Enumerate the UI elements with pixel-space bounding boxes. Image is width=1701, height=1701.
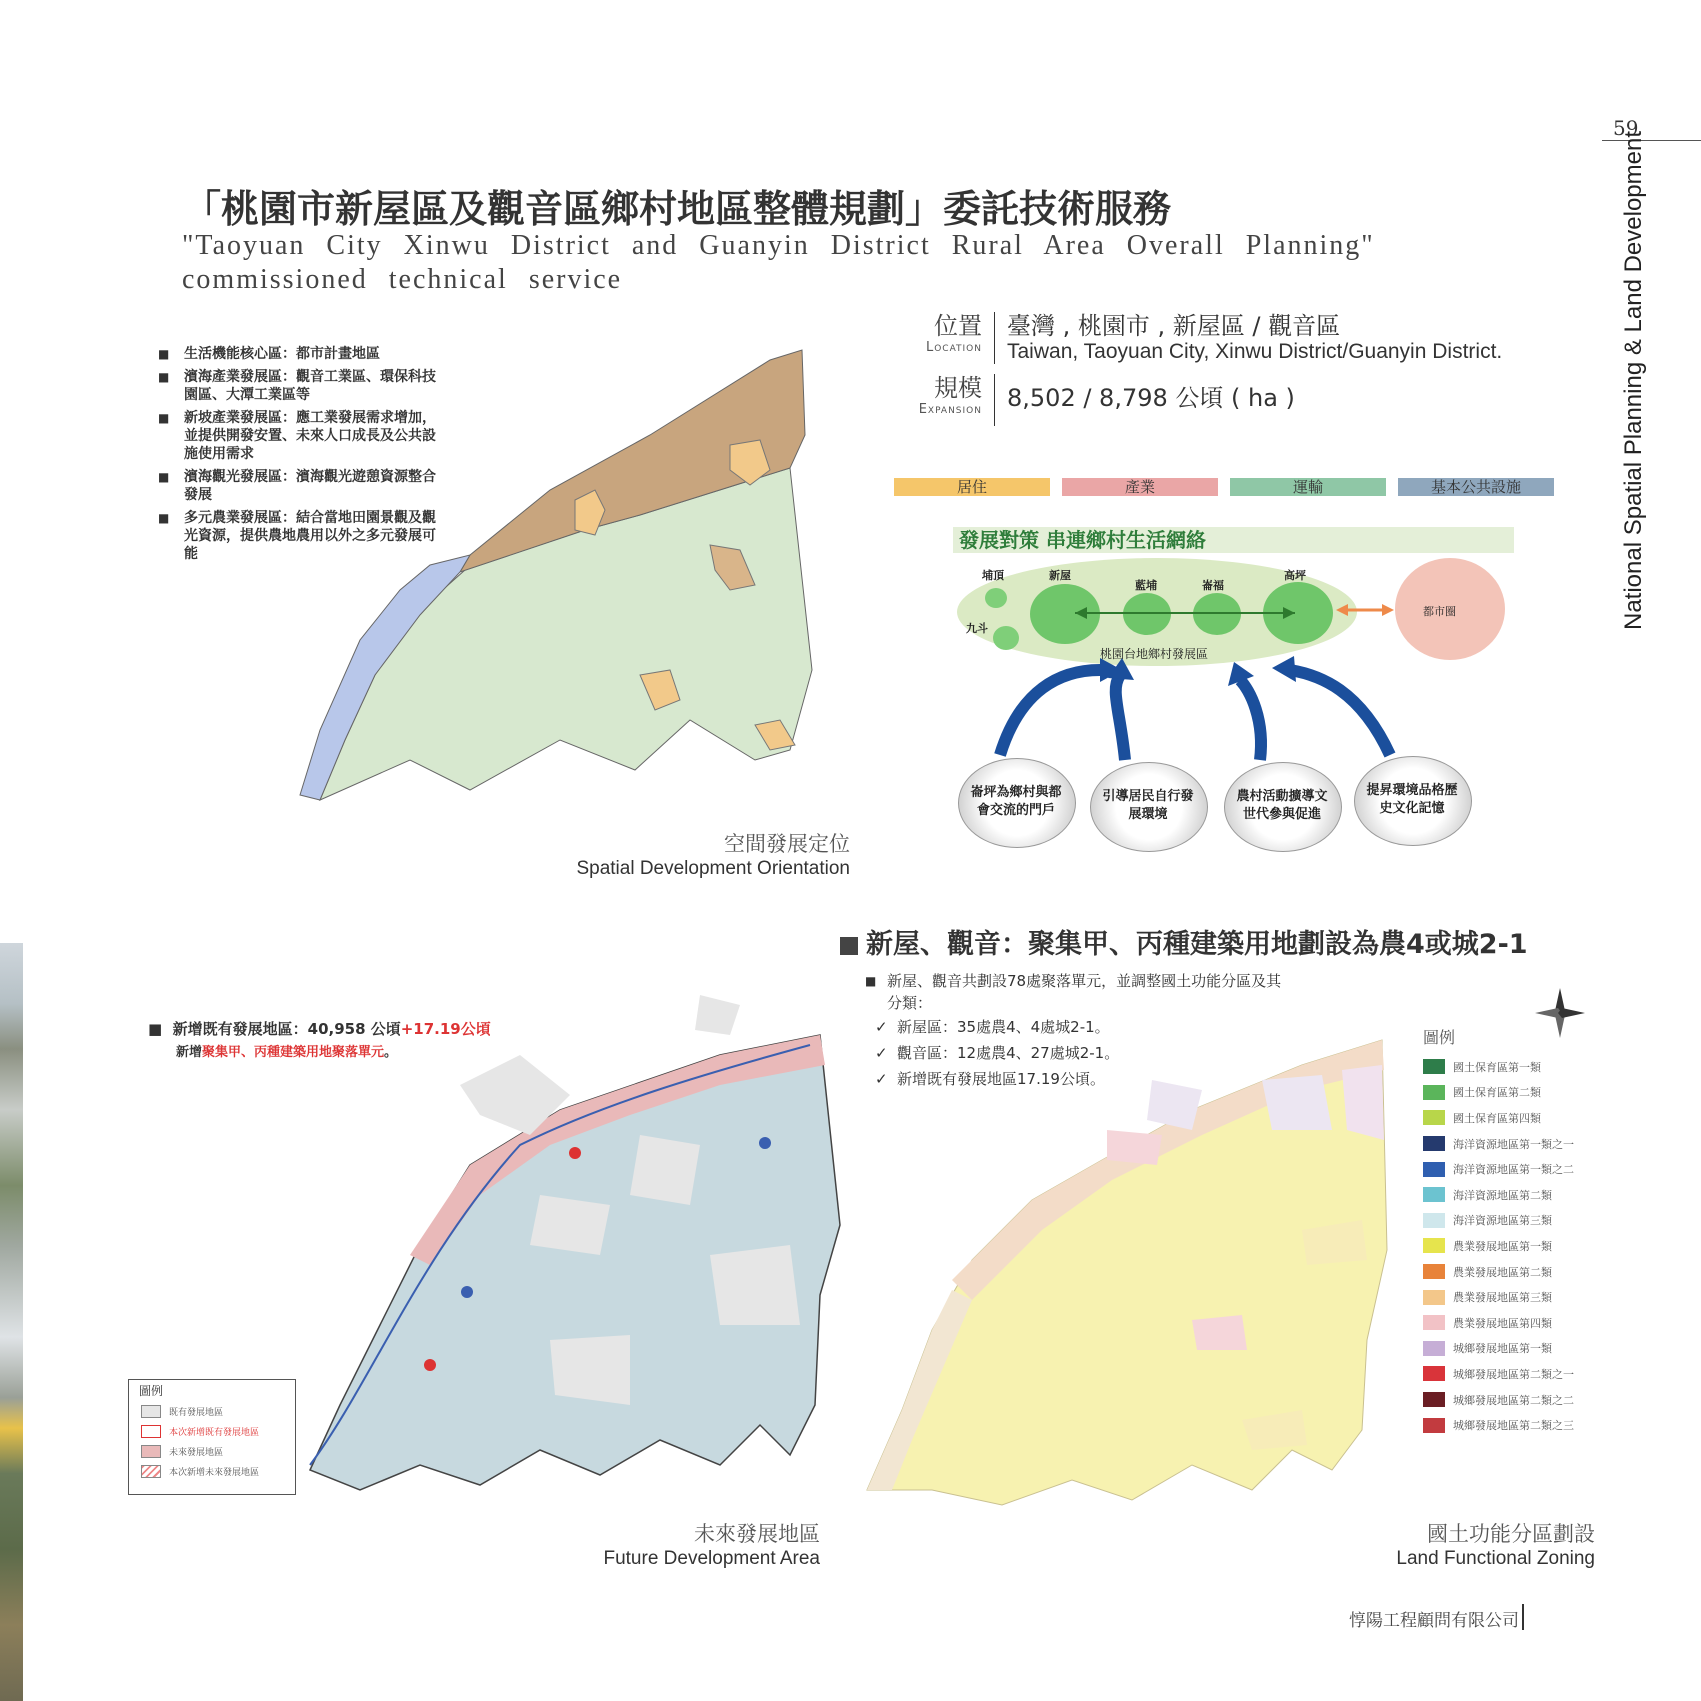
highway-marker-icon [759,1137,771,1149]
legend-item [1423,1182,1603,1208]
future-development-map [300,995,850,1505]
project-title-en: "Taoyuan City Xinwu District and Guanyin District Rural Area Overall Planning" commissioned technical service [182,230,1375,295]
legend-swatch [1423,1238,1445,1253]
legend-swatch [141,1425,161,1438]
location-label-zh: 位置 [934,312,982,340]
location-value-zh: 臺灣 , 桃園市 , 新屋區 / 觀音區 [1007,312,1341,340]
legend-label: 城鄉發展地區第一類 [1453,1342,1552,1356]
legend-swatch [1423,1315,1445,1330]
legend-label: 農業發展地區第二類 [1453,1265,1552,1279]
grey-area [630,1135,700,1205]
caption-zh: 空間發展定位 [724,832,850,856]
zoning-check-item: ✓ 新屋區：35處農4、4處城2-1。 [875,1014,1285,1040]
legend-title: 圖例 [1423,1028,1456,1047]
expansion-row [880,374,1502,422]
info-divider [994,374,995,426]
legend-label: 農業發展地區第四類 [1453,1316,1552,1330]
future-note [148,1017,491,1065]
legend-item [1423,1105,1603,1131]
blue-arrow [1240,680,1261,760]
legend-swatch [141,1445,161,1458]
legend-swatch [1423,1059,1445,1074]
location-value-en: Taiwan, Taoyuan City, Xinwu District/Guanyin District. [1007,340,1503,363]
caption-zh: 未來發展地區 [694,1522,820,1546]
zoning-check-item: ✓ 新增既有發展地區17.19公頃。 [875,1066,1285,1092]
legend-item [129,1441,295,1461]
legend-label: 未來發展地區 [169,1447,224,1458]
location-row [880,312,1503,363]
legend-item [129,1421,295,1441]
node-label: 埔頂 [982,569,1004,582]
category-public-facilities: 基本公共設施 [1398,478,1554,496]
legend-item [1423,1336,1603,1362]
square-bullet-icon [840,937,858,955]
future-note-prefix: 新增 [176,1045,203,1060]
side-section-title: National Spatial Planning & Land Development [1620,131,1647,630]
legend-label: 城鄉發展地區第二類之一 [1453,1367,1574,1381]
legend-swatch [1423,1110,1445,1125]
blue-arrow [1116,675,1125,760]
arrowhead [1283,607,1295,619]
legend-swatch [1423,1264,1445,1279]
blue-arrow [1290,670,1390,755]
zoning-map-caption [1300,1518,1595,1570]
page-number-rule [1602,140,1701,141]
highway-marker-icon [461,1286,473,1298]
legend-swatch [1423,1341,1445,1356]
grey-area [695,995,740,1035]
legend-swatch [1423,1187,1445,1202]
project-info [880,312,1502,422]
legend-label: 海洋資源地區第一類之二 [1453,1163,1574,1177]
legend-item [1423,1233,1603,1259]
arrowhead [1336,604,1348,616]
legend-item [1423,1054,1603,1080]
future-note-text: 新增既有發展地區：40,958 公頃 [172,1020,401,1038]
zoning-legend [1423,1025,1603,1438]
caption-en: Land Functional Zoning [1396,1548,1595,1569]
blue-arrow [1000,670,1100,755]
future-map-caption [520,1518,820,1570]
legend-swatch [141,1405,161,1418]
expansion-value: 8,502 / 8,798 公頃 ( ha ) [1007,384,1295,412]
bullet-item: ■ 新坡產業發展區：應工業發展需求增加，並提供開發安置、未來人口成長及公共設施使用需求 [158,409,443,463]
legend-label: 國土保育區第一類 [1453,1060,1541,1074]
bullet-item: ■ 濱海觀光發展區：濱海觀光遊憩資源整合發展 [158,468,443,504]
zoning-section-title [840,922,1528,961]
highway-marker-icon [569,1147,581,1159]
legend-label: 海洋資源地區第一類之一 [1453,1137,1574,1151]
bubble-text: 引導居民自行發展環境 [1102,789,1194,822]
legend-swatch [1423,1213,1445,1228]
page-number: 59 [1613,116,1639,140]
legend-item [1423,1310,1603,1336]
legend-item [129,1401,295,1421]
caption-zh: 國土功能分區劃設 [1427,1522,1595,1546]
caption-en: Future Development Area [603,1548,820,1569]
legend-item [1423,1208,1603,1234]
legend-label: 本次新增未來發展地區 [169,1467,260,1478]
node-label: 新屋 [1049,569,1071,582]
legend-swatch [1423,1290,1445,1305]
legend-swatch [1423,1418,1445,1433]
legend-swatch [1423,1392,1445,1407]
legend-swatch [1423,1085,1445,1100]
agriculture-area-4 [1192,1315,1247,1350]
legend-item [1423,1131,1603,1157]
future-note-increase: +17.19公頃 [400,1020,491,1038]
highway-marker-icon [424,1359,436,1371]
future-map-legend [128,1379,296,1495]
zoning-check-item: ✓ 觀音區：12處農4、27處城2-1。 [875,1040,1285,1066]
legend-title: 圖例 [139,1384,164,1398]
strategy-title: 發展對策 串連鄉村生活網絡 [953,527,1514,553]
legend-item [1423,1156,1603,1182]
future-note-suffix: 。 [384,1045,398,1060]
category-housing: 居住 [894,478,1050,496]
grey-area [710,1245,800,1325]
future-note-line2 [148,1041,491,1065]
section-title-text: 新屋、觀音：聚集甲、丙種建築用地劃設為農4或城2-1 [866,929,1528,960]
bubble-text: 崙坪為鄉村與都會交流的門戶 [970,785,1062,818]
legend-label: 城鄉發展地區第二類之三 [1453,1419,1574,1433]
land-zoning-map [862,1020,1392,1510]
grey-area [530,1195,610,1255]
legend-item [1423,1080,1603,1106]
urban-area [1342,1065,1384,1140]
arrowhead [1382,604,1394,616]
city-label: 都市圈 [1423,605,1456,618]
expansion-label-en: Expansion [918,402,982,417]
legend-item [1423,1361,1603,1387]
category-industry: 產業 [1062,478,1218,496]
legend-label: 農業發展地區第一類 [1453,1239,1552,1253]
node-label: 崙福 [1202,579,1224,592]
arrowhead [1272,656,1296,682]
legend-label: 海洋資源地區第二類 [1453,1188,1552,1202]
legend-item [129,1461,295,1481]
zoning-lead: ■ 新屋、觀音共劃設78處聚落單元，並調整國土功能分區及其分類： [865,970,1285,1014]
legend-item [1423,1259,1603,1285]
grey-area [550,1335,630,1405]
legend-swatch [1423,1162,1445,1177]
future-note-line1: ■ 新增既有發展地區：40,958 公頃+17.19公頃 [148,1020,491,1038]
legend-label: 農業發展地區第三類 [1453,1291,1552,1305]
location-label-en: Location [925,340,982,355]
legend-label: 城鄉發展地區第二類之二 [1453,1393,1574,1407]
bullet-item: ■ 多元農業發展區：結合當地田園景觀及觀光資源，提供農地農用以外之多元發展可能 [158,509,443,563]
photo-strip [0,943,23,1701]
legend-swatch [141,1465,161,1478]
agriculture-area-4 [1107,1130,1162,1165]
legend-label: 本次新增既有發展地區 [169,1427,260,1438]
legend-label: 海洋資源地區第三類 [1453,1214,1552,1228]
category-transport: 運輸 [1230,478,1386,496]
arrowhead [1075,607,1087,619]
spatial-bullets [158,345,443,568]
legend-item [1423,1387,1603,1413]
expansion-label-zh: 規模 [934,374,982,402]
footer-divider [1522,1604,1524,1630]
node-label: 高坪 [1284,569,1306,582]
legend-swatch [1423,1136,1445,1151]
legend-label: 國土保育區第二類 [1453,1086,1541,1100]
legend-item [1423,1412,1603,1438]
legend-label: 既有發展地區 [169,1407,224,1418]
bullet-item: ■ 生活機能核心區：都市計畫地區 [158,345,443,363]
legend-item [1423,1284,1603,1310]
zone-label: 桃園台地鄉村發展區 [1100,647,1209,661]
bubble-text: 提昇環境品格歷史文化記憶 [1366,783,1458,816]
footer-company: 惇陽工程顧問有限公司 [1349,1611,1519,1631]
future-note-highlight: 聚集甲、丙種建築用地聚落單元 [202,1045,385,1060]
project-title-zh: 「桃園市新屋區及觀音區鄉村地區整體規劃」委託技術服務 [183,186,1172,231]
caption-en: Spatial Development Orientation [576,858,850,879]
bullet-item: ■ 濱海產業發展區：觀音工業區、環保科技園區、大潭工業區等 [158,368,443,404]
node-label: 九斗 [966,622,988,635]
zoning-notes [865,970,1285,1092]
legend-label: 國土保育區第四類 [1453,1111,1541,1125]
bubble-text: 農村活動擴導文世代參與促進 [1236,789,1328,822]
legend-swatch [1423,1366,1445,1381]
info-divider [994,312,995,364]
node-label: 藍埔 [1135,579,1157,592]
spatial-map-caption [500,828,850,880]
